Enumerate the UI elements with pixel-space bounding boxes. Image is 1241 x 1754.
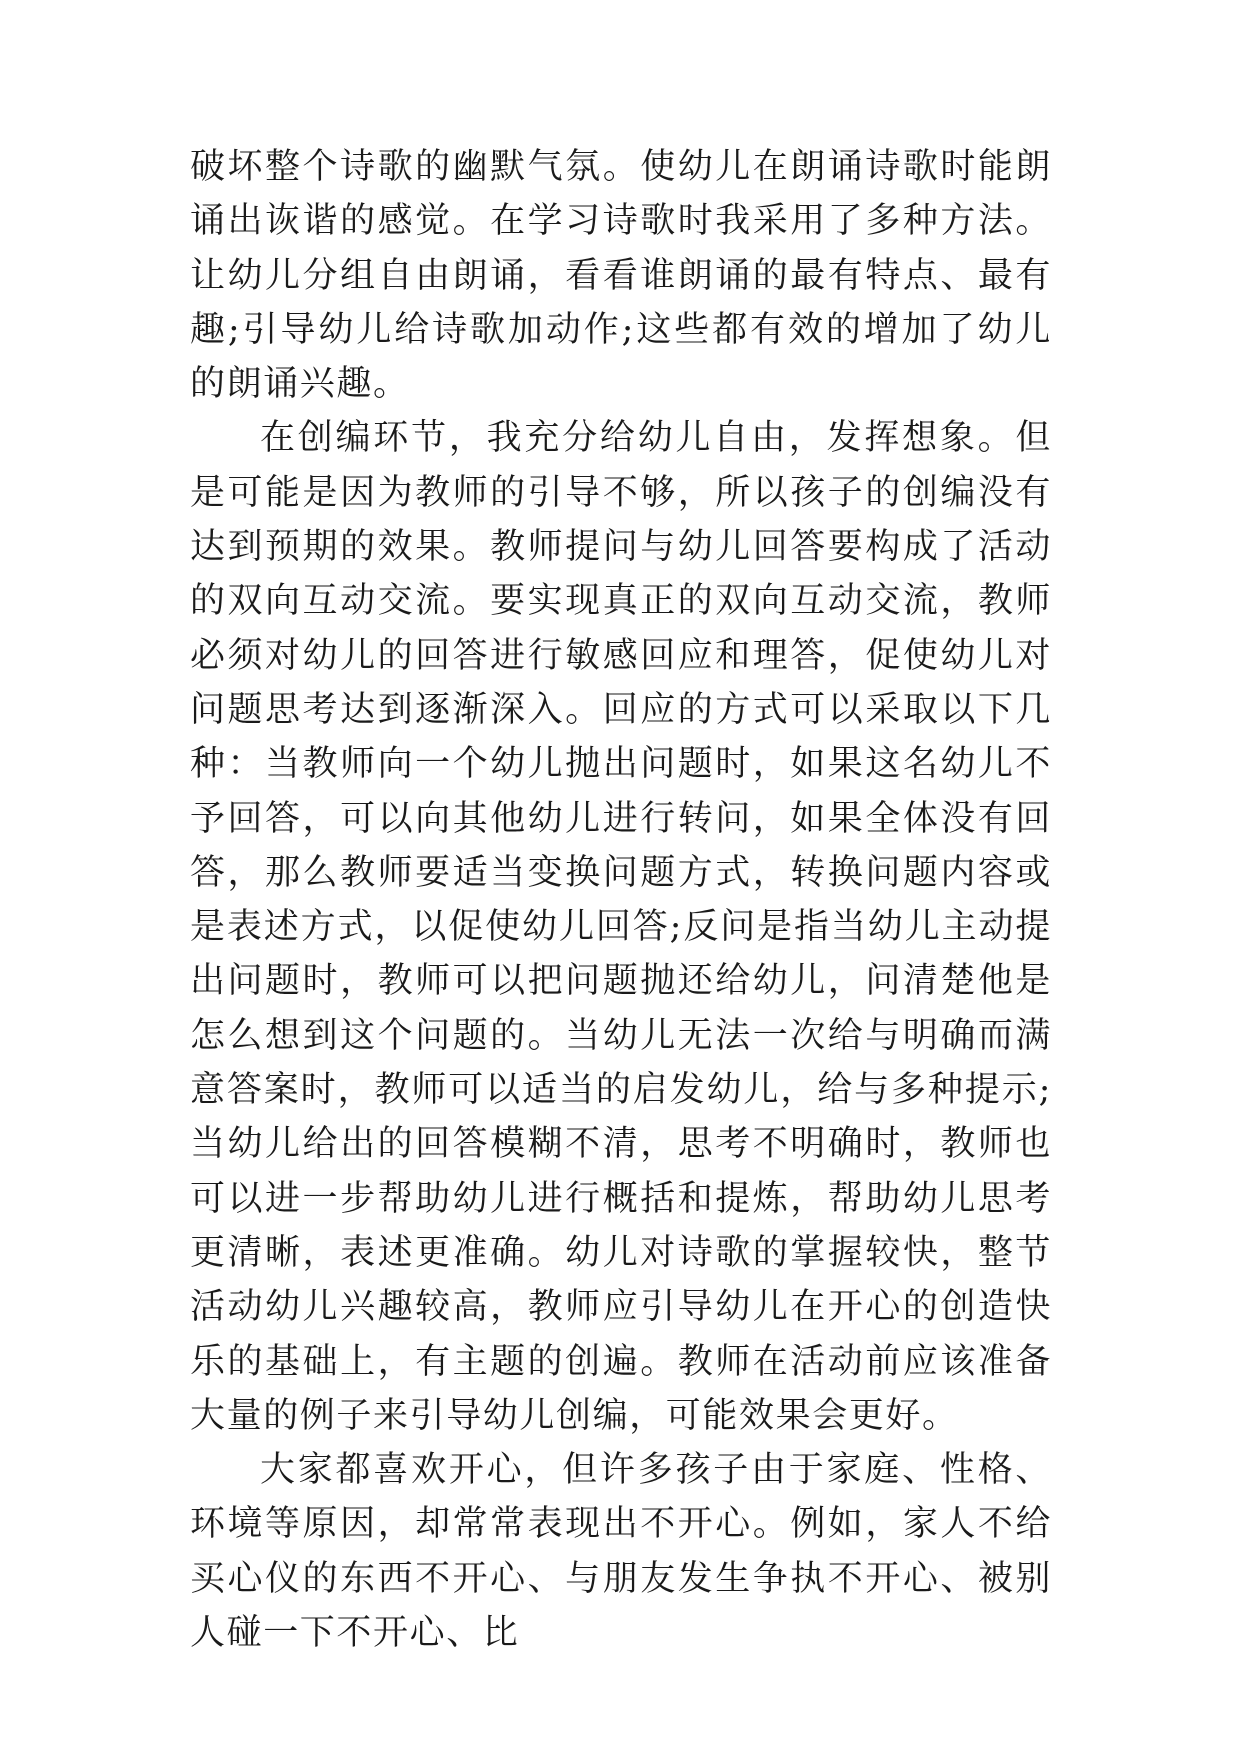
body-text [190,140,1052,1660]
paragraph: 破坏整个诗歌的幽默气氛。使幼儿在朗诵诗歌时能朗诵出诙谐的感觉。在学习诗歌时我采用了多种方法。让幼儿分组自由朗诵，看看谁朗诵的最有特点、最有趣;引导幼儿给诗歌加动作;这些都有效的增加了幼儿的朗诵兴趣。 [190,147,1052,405]
paragraph: 大家都喜欢开心，但许多孩子由于家庭、性格、环境等原因，却常常表现出不开心。例如，家人不给买心仪的东西不开心、与朋友发生争执不开心、被别人碰一下不开心、比 [190,1450,1052,1654]
paragraph: 在创编环节，我充分给幼儿自由，发挥想象。但是可能是因为教师的引导不够，所以孩子的创编没有达到预期的效果。教师提问与幼儿回答要构成了活动的双向互动交流。要实现真正的双向互动交流，教师必须对幼儿的回答进行敏感回应和理答，促使幼儿对问题思考达到逐渐深入。回应的方式可以采取以下几种：当教师向一个幼儿抛出问题时，如果这名幼儿不予回答，可以向其他幼儿进行转问，如果全体没有回答，那么教师要适当变换问题方式，转换问题内容或是表述方式，以促使幼儿回答;反问是指当幼儿主动提出问题时，教师可以把问题抛还给幼儿，问清楚他是怎么想到这个问题的。当幼儿无法一次给与明确而满意答案时，教师可以适当的启发幼儿，给与多种提示;当幼儿给出的回答模糊不清，思考不明确时，教师也可以进一步帮助幼儿进行概括和提炼，帮助幼儿思考更清晰，表述更准确。幼儿对诗歌的掌握较快，整节活动幼儿兴趣较高，教师应引导幼儿在开心的创造快乐的基础上，有主题的创遍。教师在活动前应该准备大量的例子来引导幼儿创编，可能效果会更好。 [190,418,1052,1436]
